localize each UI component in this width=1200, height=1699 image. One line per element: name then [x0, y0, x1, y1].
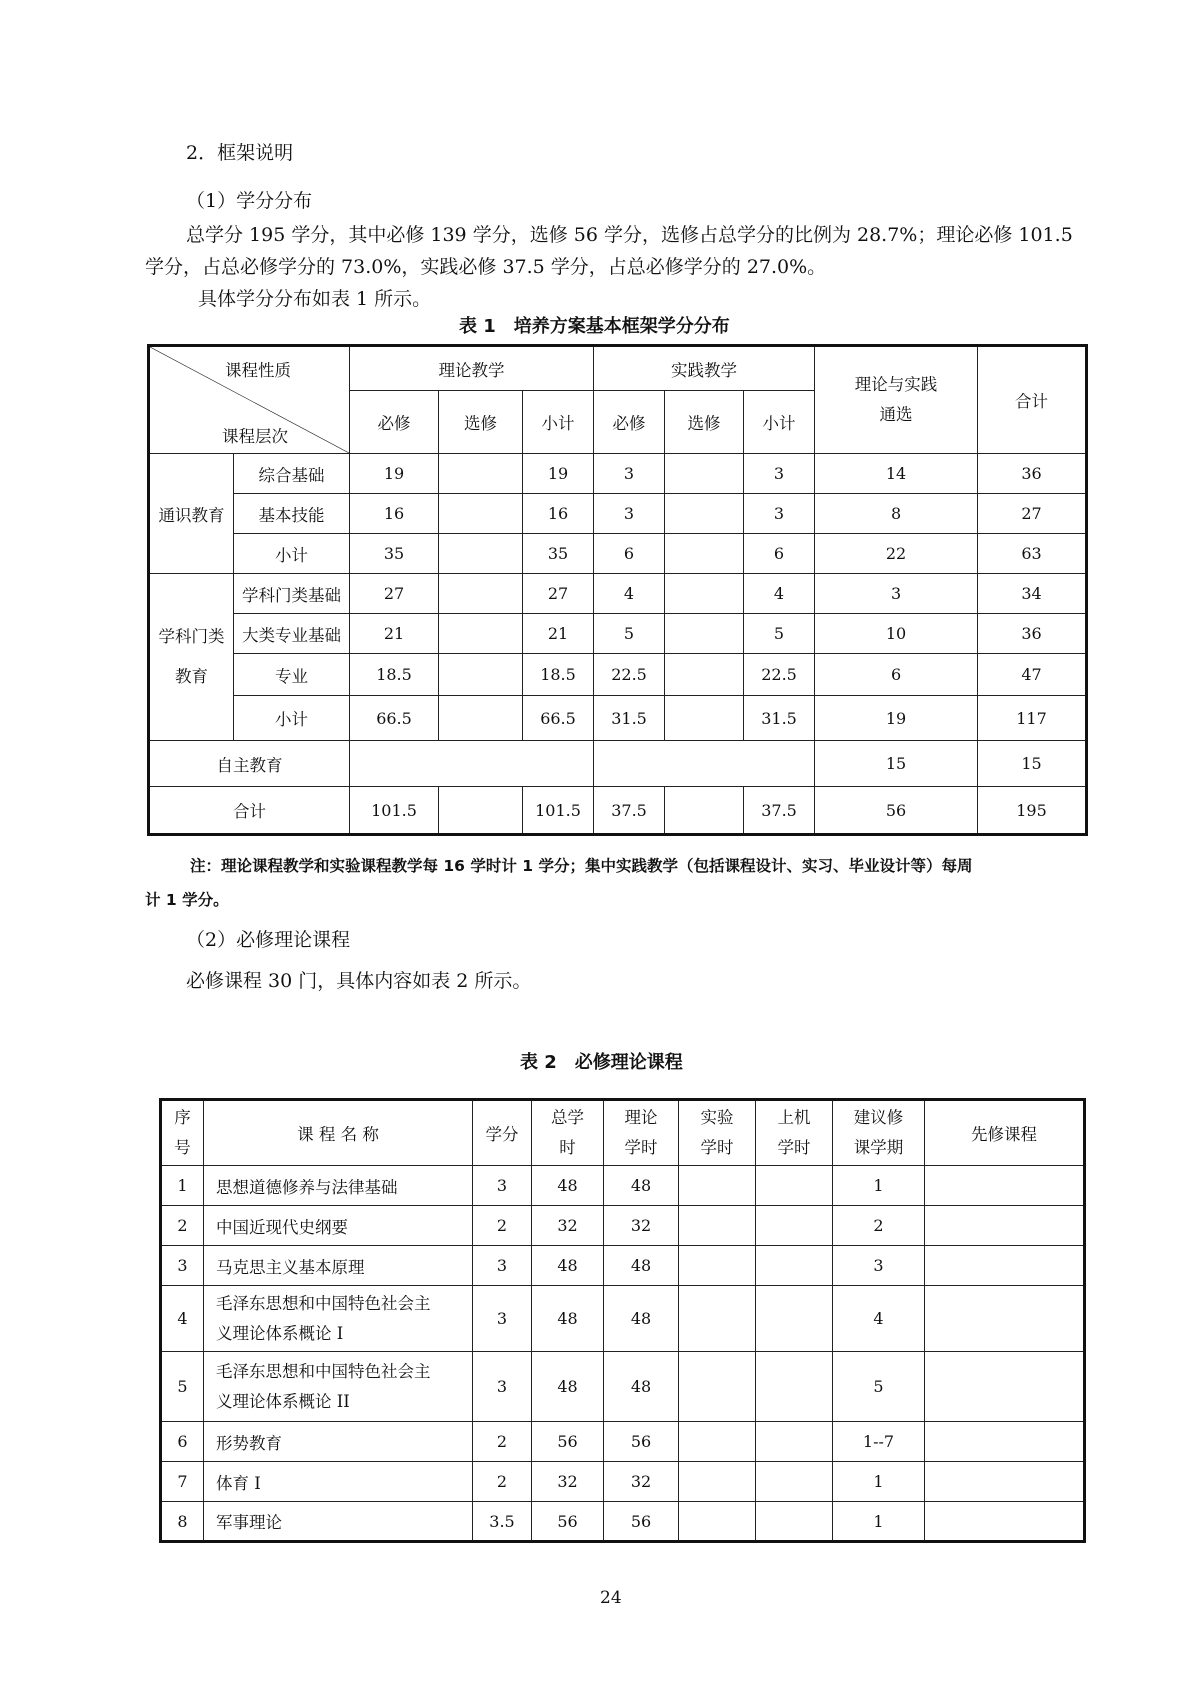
cell: 32: [532, 1206, 604, 1246]
header-no: [161, 1100, 204, 1166]
cell: 5: [744, 614, 815, 654]
row-label: 综合基础: [234, 454, 350, 494]
subheader-theory-required: 必修: [350, 391, 439, 454]
row-label: 小计: [234, 534, 350, 574]
header-course-name: 课 程 名 称: [204, 1100, 473, 1166]
cell: 101.5: [350, 787, 439, 835]
cell: 4: [744, 574, 815, 614]
cell: [679, 1246, 756, 1286]
table1-note-line1: 注：理论课程教学和实验课程教学每 16 学时计 1 学分；集中实践教学（包括课程设计、实习、毕业设计等）每周: [190, 857, 973, 875]
cell: [439, 787, 523, 835]
row-self-education: 自主教育: [149, 741, 350, 787]
cell: 48: [604, 1166, 679, 1206]
header-text: 理论: [624, 1108, 658, 1127]
header-computer-hours: [756, 1100, 833, 1166]
cell: [925, 1166, 1085, 1206]
subsection-credit-distribution: （1）学分分布: [186, 190, 313, 212]
cell: [665, 534, 744, 574]
cell: 6: [815, 654, 978, 696]
cell: [679, 1422, 756, 1462]
cell: 21: [523, 614, 594, 654]
header-text: 上机: [777, 1108, 811, 1127]
cell: 1: [833, 1462, 925, 1502]
header-experiment-hours: [679, 1100, 756, 1166]
header-text: 课学期: [853, 1138, 904, 1157]
cell: 22.5: [744, 654, 815, 696]
cell: 37.5: [744, 787, 815, 835]
cell: 19: [815, 696, 978, 741]
cell: [665, 494, 744, 534]
cell: [679, 1286, 756, 1352]
cell: 48: [604, 1286, 679, 1352]
table1-note-line2: 计 1 学分。: [145, 891, 229, 909]
cell: 3: [473, 1166, 532, 1206]
cell: 3: [833, 1246, 925, 1286]
cell: [756, 1352, 833, 1422]
group-header-practice: 实践教学: [594, 346, 815, 391]
cell: 27: [523, 574, 594, 614]
header-general-elective: [815, 346, 978, 454]
table-row: [149, 574, 1087, 614]
cell: 15: [978, 741, 1087, 787]
cell: 19: [350, 454, 439, 494]
cell: 6: [744, 534, 815, 574]
cell: 16: [350, 494, 439, 534]
cell: [756, 1286, 833, 1352]
header-total: 合计: [978, 346, 1087, 454]
cell: [679, 1206, 756, 1246]
cell: 37.5: [594, 787, 665, 835]
cell: [439, 534, 523, 574]
cell: 56: [604, 1422, 679, 1462]
cell: 21: [350, 614, 439, 654]
paragraph-required-courses: 必修课程 30 门，具体内容如表 2 所示。: [186, 970, 532, 992]
table-row: [161, 1502, 1085, 1542]
cell: 35: [523, 534, 594, 574]
cell: 35: [350, 534, 439, 574]
cell: 3.5: [473, 1502, 532, 1542]
row-total-label: 合计: [149, 787, 350, 835]
cell: [925, 1206, 1085, 1246]
header-prerequisites: 先修课程: [925, 1100, 1085, 1166]
cell-no: 4: [161, 1286, 204, 1352]
header-suggested-term: [833, 1100, 925, 1166]
cell: 27: [350, 574, 439, 614]
course-name-line2: 义理论体系概论 II: [216, 1391, 350, 1411]
cell: 66.5: [523, 696, 594, 741]
table1-note: [145, 849, 1080, 917]
cell-course-name: 形势教育: [204, 1422, 473, 1462]
subheader-theory-elective: 选修: [439, 391, 523, 454]
table1-caption: 表 1 培养方案基本框架学分分布: [459, 316, 730, 337]
row-label: 小计: [234, 696, 350, 741]
cell: 48: [604, 1246, 679, 1286]
cell: [925, 1462, 1085, 1502]
cell: 3: [815, 574, 978, 614]
cell: [665, 614, 744, 654]
cell: 56: [532, 1422, 604, 1462]
cell: [756, 1422, 833, 1462]
cell: 3: [594, 494, 665, 534]
paragraph-table-reference: 具体学分分布如表 1 所示。: [198, 288, 432, 310]
table-row-total: [149, 787, 1087, 835]
cell: 2: [833, 1206, 925, 1246]
table-row: [161, 1352, 1085, 1422]
cell: 32: [532, 1462, 604, 1502]
cell: 19: [523, 454, 594, 494]
cell: 101.5: [523, 787, 594, 835]
cell: [756, 1206, 833, 1246]
cell-course-name: [204, 1286, 473, 1352]
table-header-row: [161, 1100, 1085, 1166]
diag-label-course-level: 课程层次: [222, 427, 288, 446]
header-text: 学时: [624, 1138, 658, 1157]
cell-course-name: 中国近现代史纲要: [204, 1206, 473, 1246]
subheader-practice-elective: 选修: [665, 391, 744, 454]
cell: 63: [978, 534, 1087, 574]
header-text: 实验: [700, 1108, 734, 1127]
cell: 117: [978, 696, 1087, 741]
cell: [925, 1502, 1085, 1542]
cell-no: 1: [161, 1166, 204, 1206]
subsection-required-courses: （2）必修理论课程: [186, 929, 351, 951]
cell: 5: [833, 1352, 925, 1422]
category-discipline-line1: 学科门类: [158, 627, 225, 646]
cell: [679, 1352, 756, 1422]
section-heading: 2．框架说明: [186, 142, 294, 164]
required-courses-table: [159, 1098, 1086, 1543]
course-name-line1: 毛泽东思想和中国特色社会主: [216, 1361, 431, 1381]
course-name-line1: 毛泽东思想和中国特色社会主: [216, 1293, 431, 1313]
table-row: [149, 614, 1087, 654]
cell: 3: [594, 454, 665, 494]
cell: 48: [532, 1246, 604, 1286]
header-text: 建议修: [853, 1108, 904, 1127]
cell-course-name: 军事理论: [204, 1502, 473, 1542]
cell: 56: [815, 787, 978, 835]
subheader-practice-subtotal: 小计: [744, 391, 815, 454]
cell-no: 6: [161, 1422, 204, 1462]
cell: 16: [523, 494, 594, 534]
cell: [925, 1422, 1085, 1462]
cell: 2: [473, 1422, 532, 1462]
cell: 48: [532, 1352, 604, 1422]
table-row: [149, 696, 1087, 741]
cell: 3: [473, 1352, 532, 1422]
row-label: 专业: [234, 654, 350, 696]
cell: [439, 574, 523, 614]
table-row: [161, 1286, 1085, 1352]
paragraph-credits-line2: 学分，占总必修学分的 73.0%，实践必修 37.5 学分，占总必修学分的 27.0%。: [145, 256, 827, 278]
header-text: 序: [174, 1108, 191, 1127]
cell: 48: [604, 1352, 679, 1422]
header-diagonal-cell: [149, 346, 350, 454]
table-row: [161, 1246, 1085, 1286]
cell: 1: [833, 1166, 925, 1206]
cell-empty: [350, 741, 594, 787]
table-row: [149, 534, 1087, 574]
cell-empty: [594, 741, 815, 787]
credit-distribution-table: [147, 344, 1088, 836]
cell: 4: [594, 574, 665, 614]
cell: 32: [604, 1206, 679, 1246]
table2-caption: 表 2 必修理论课程: [520, 1052, 683, 1073]
subheader-theory-subtotal: 小计: [523, 391, 594, 454]
cell-no: 8: [161, 1502, 204, 1542]
table-row: [161, 1206, 1085, 1246]
cell: [925, 1286, 1085, 1352]
cell-no: 7: [161, 1462, 204, 1502]
cell: 22: [815, 534, 978, 574]
page-number: 24: [600, 1588, 622, 1608]
cell: 31.5: [744, 696, 815, 741]
cell-course-name: 思想道德修养与法律基础: [204, 1166, 473, 1206]
category-discipline-education: [149, 574, 234, 741]
cell: 22.5: [594, 654, 665, 696]
cell: [925, 1246, 1085, 1286]
cell: [439, 614, 523, 654]
table-row: [149, 654, 1087, 696]
header-credit: 学分: [473, 1100, 532, 1166]
row-label: 大类专业基础: [234, 614, 350, 654]
cell: 56: [604, 1502, 679, 1542]
cell: 15: [815, 741, 978, 787]
cell: [925, 1352, 1085, 1422]
header-text: 学时: [777, 1138, 811, 1157]
cell: 47: [978, 654, 1087, 696]
cell: 36: [978, 454, 1087, 494]
row-label: 学科门类基础: [234, 574, 350, 614]
cell: 195: [978, 787, 1087, 835]
category-general-education: 通识教育: [149, 454, 234, 574]
diag-label-course-nature: 课程性质: [225, 361, 291, 380]
cell: 3: [744, 494, 815, 534]
cell: [665, 454, 744, 494]
cell: [756, 1462, 833, 1502]
cell: 48: [532, 1286, 604, 1352]
cell: [679, 1502, 756, 1542]
course-name-line2: 义理论体系概论 I: [216, 1323, 344, 1343]
paragraph-credits-line1: 总学分 195 学分，其中必修 139 学分，选修 56 学分，选修占总学分的比例为 28.7%；理论必修 101.5: [186, 224, 1073, 246]
cell: [679, 1166, 756, 1206]
cell: 31.5: [594, 696, 665, 741]
cell-no: 2: [161, 1206, 204, 1246]
header-general-line2: 通选: [879, 405, 913, 424]
cell-course-name: 马克思主义基本原理: [204, 1246, 473, 1286]
cell: 14: [815, 454, 978, 494]
cell: 48: [532, 1166, 604, 1206]
row-label: 基本技能: [234, 494, 350, 534]
cell: [665, 787, 744, 835]
cell: 4: [833, 1286, 925, 1352]
cell: 18.5: [350, 654, 439, 696]
group-header-theory: 理论教学: [350, 346, 594, 391]
category-discipline-line2: 教育: [175, 667, 208, 686]
header-text: 学时: [700, 1138, 734, 1157]
header-text: 号: [174, 1138, 191, 1157]
header-text: 总学: [551, 1108, 584, 1127]
cell-course-name: 体育 I: [204, 1462, 473, 1502]
cell: [756, 1166, 833, 1206]
table-row: [161, 1462, 1085, 1502]
cell: 36: [978, 614, 1087, 654]
cell: 27: [978, 494, 1087, 534]
header-total-hours: [532, 1100, 604, 1166]
cell: 2: [473, 1206, 532, 1246]
table-row: [149, 454, 1087, 494]
cell: 3: [473, 1286, 532, 1352]
cell: [439, 454, 523, 494]
table-row: [161, 1166, 1085, 1206]
cell: 1--7: [833, 1422, 925, 1462]
subheader-practice-required: 必修: [594, 391, 665, 454]
header-theory-hours: [604, 1100, 679, 1166]
cell: [439, 696, 523, 741]
cell: [665, 696, 744, 741]
cell: 5: [594, 614, 665, 654]
cell: 10: [815, 614, 978, 654]
cell: [665, 574, 744, 614]
table-row: [149, 494, 1087, 534]
cell: 1: [833, 1502, 925, 1542]
table-row: [149, 741, 1087, 787]
cell: [439, 654, 523, 696]
cell: [665, 654, 744, 696]
header-general-line1: 理论与实践: [854, 375, 938, 394]
cell-no: 3: [161, 1246, 204, 1286]
cell: [439, 494, 523, 534]
cell: [756, 1502, 833, 1542]
header-text: 时: [559, 1138, 576, 1157]
cell-course-name: [204, 1352, 473, 1422]
cell: 56: [532, 1502, 604, 1542]
cell: 18.5: [523, 654, 594, 696]
cell: [756, 1246, 833, 1286]
table-row: [161, 1422, 1085, 1462]
cell: 6: [594, 534, 665, 574]
cell: 32: [604, 1462, 679, 1502]
cell: 2: [473, 1462, 532, 1502]
cell: 34: [978, 574, 1087, 614]
cell: 8: [815, 494, 978, 534]
cell: 3: [744, 454, 815, 494]
cell: 66.5: [350, 696, 439, 741]
cell: 3: [473, 1246, 532, 1286]
cell: [679, 1462, 756, 1502]
cell-no: 5: [161, 1352, 204, 1422]
